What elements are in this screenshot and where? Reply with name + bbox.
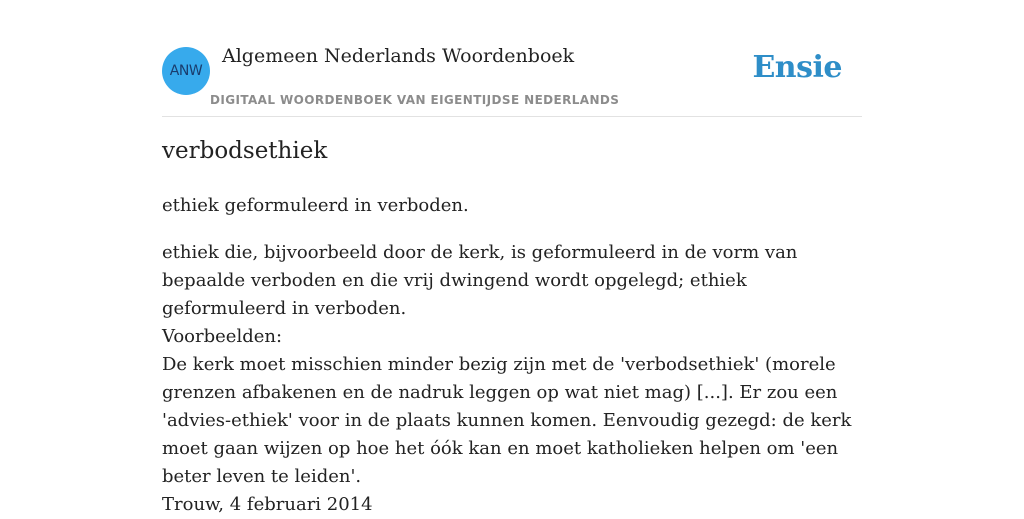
site-subtitle: DIGITAAL WOORDENBOEK VAN EIGENTIJDSE NEDERLANDS (210, 93, 620, 107)
entry-term: verbodsethiek (162, 138, 328, 164)
page (162, 0, 862, 515)
example-text: De kerk moet misschien minder bezig zijn met de 'verbodsethiek' (morele grenzen afbakenen en de nadruk leggen op wat niet mag) [...]. Er zou een 'advies-ethiek' voor in de plaats kunnen komen. Eenvoudig gezegd: de kerk moet gaan wijzen op hoe het óók kan en moet katholieken helpen om 'een beter leven te leiden'. (162, 354, 852, 487)
ensie-brand-logo[interactable]: Ensie (752, 50, 842, 85)
short-definition: ethiek geformuleerd in verboden. (162, 195, 469, 216)
example-source: Trouw, 4 februari 2014 (162, 494, 373, 515)
examples-label: Voorbeelden: (162, 326, 283, 347)
anw-logo[interactable]: ANW (162, 47, 210, 95)
site-title[interactable]: Algemeen Nederlands Woordenboek (222, 45, 575, 67)
site-header (162, 0, 862, 117)
examples-section (162, 323, 862, 519)
long-definition: ethiek die, bijvoorbeeld door de kerk, is geformuleerd in de vorm van bepaalde verboden en die vrij dwingend wordt opgelegd; ethiek geformuleerd in verboden. (162, 242, 798, 319)
